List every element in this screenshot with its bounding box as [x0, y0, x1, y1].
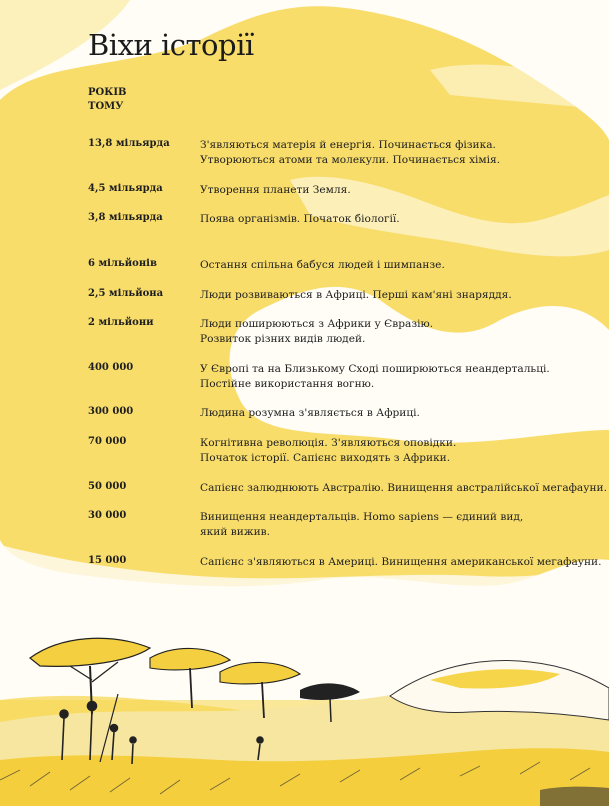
event-line: Людина розумна з'являється в Африці. [200, 407, 420, 419]
event-description [200, 510, 595, 540]
event-description [200, 183, 595, 198]
years-ago-value: 2 мільйони [88, 317, 154, 328]
event-line: У Європі та на Близькому Сході поширюються неандертальці. [200, 363, 550, 375]
event-description [200, 258, 595, 273]
event-line: Розвиток різних видів людей. [200, 333, 366, 345]
event-line: Когнітивна революція. З'являються оповідки. [200, 437, 457, 449]
event-description [200, 436, 595, 466]
years-ago-value: 70 000 [88, 436, 127, 447]
years-ago-value: 2,5 мільйона [88, 288, 164, 299]
event-description [200, 362, 595, 392]
event-description [200, 481, 607, 496]
event-line: Утворюються атоми та молекули. Починається хімія. [200, 154, 501, 166]
years-ago-value: 6 мільйонів [88, 258, 157, 269]
years-ago-value: 400 000 [88, 362, 134, 373]
years-ago-value: 15 000 [88, 555, 127, 566]
event-description [200, 288, 595, 303]
savanna-illustration [0, 610, 609, 806]
years-ago-value: 30 000 [88, 510, 127, 521]
event-line: Люди поширюються з Африки у Євразію. [200, 318, 434, 330]
column-header-years-ago [88, 86, 148, 114]
page-title: Віхи історії [88, 28, 254, 62]
event-line: Остання спільна бабуся людей і шимпанзе. [200, 259, 445, 271]
years-ago-value: 4,5 мільярда [88, 183, 163, 194]
event-description [200, 212, 595, 227]
event-description [200, 555, 602, 570]
event-line: З'являються матерія й енергія. Починається фізика. [200, 139, 496, 151]
event-line: Винищення неандертальців. Homo sapiens — єдиний вид, [200, 511, 524, 523]
column-header-line-1: РОКІВ [88, 87, 127, 98]
event-line: Люди розвиваються в Африці. Перші кам'яні знаряддя. [200, 289, 512, 301]
event-line: Сапієнс залюднюють Австралію. Винищення австралійської мегафауни. [200, 482, 607, 494]
column-header-line-2: ТОМУ [88, 101, 124, 112]
years-ago-value: 13,8 мільярда [88, 138, 170, 149]
event-line: Сапієнс з'являються в Америці. Винищення американської мегафауни. [200, 556, 602, 568]
event-description [200, 406, 595, 421]
event-line: Початок історії. Сапієнс виходять з Африки. [200, 452, 451, 464]
years-ago-value: 50 000 [88, 481, 127, 492]
event-description [200, 138, 595, 168]
event-line: Утворення планети Земля. [200, 184, 351, 196]
event-line: який вижив. [200, 526, 270, 538]
event-line: Постійне використання вогню. [200, 378, 375, 390]
years-ago-value: 300 000 [88, 406, 134, 417]
event-description [200, 317, 595, 347]
years-ago-value: 3,8 мільярда [88, 212, 163, 223]
event-line: Поява організмів. Початок біології. [200, 213, 400, 225]
